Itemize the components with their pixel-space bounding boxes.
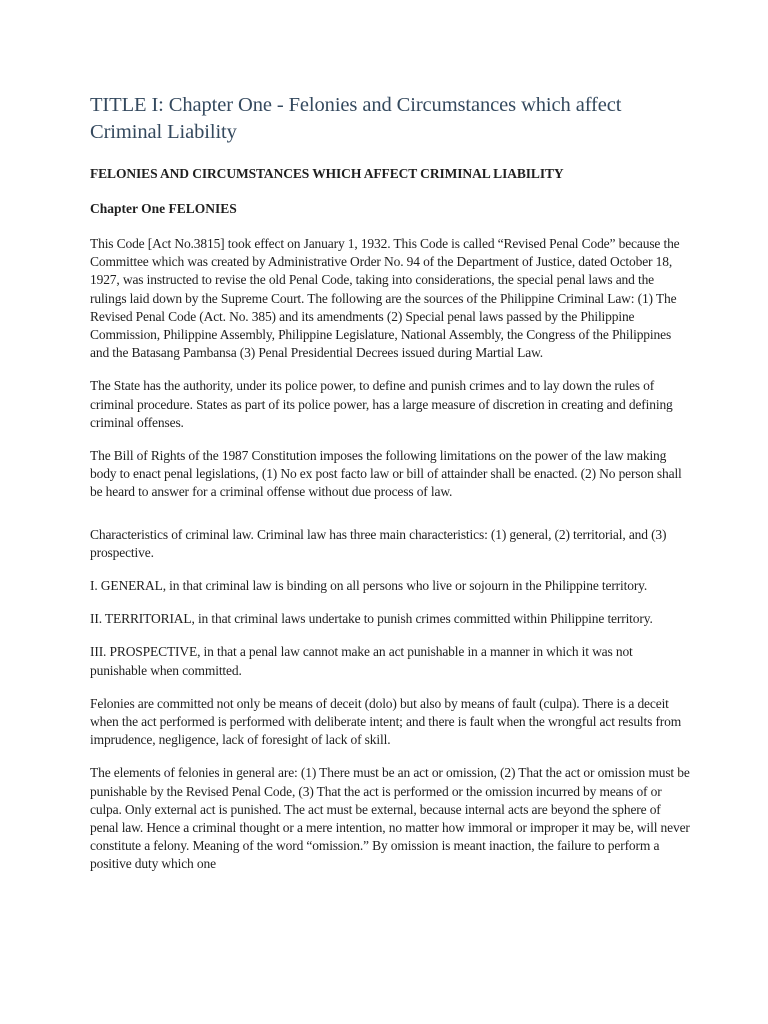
paragraph-code-history: This Code [Act No.3815] took effect on January 1, 1932. This Code is called “Revised Penal Code” because the Committee which was created by Administrative Order No. 94 of the Department of Justice, dated October 18, 1927, was instructed to revise the old Penal Code, taking into considerations, the special penal laws and the rulings laid down by the Supreme Court. The following are the sources of the Philippine Criminal Law: (1) The Revised Penal Code (Act. No. 385) and its amendments (2) Special penal laws passed by the Philippine Commission, Philippine Assembly, Philippine Legislature, National Assembly, the Congress of the Philippines and the Batasang Pambansa (3) Penal Presidential Decrees issued during Martial Law. <box>90 236 680 361</box>
section-heading: FELONIES AND CIRCUMSTANCES WHICH AFFECT CRIMINAL LIABILITY <box>90 166 564 181</box>
paragraph-elements-of-felonies: The elements of felonies in general are: (1) There must be an act or omission, (2) That the act or omission must be punishable by the Revised Penal Code, (3) That the act is performed or the omission incurred by means of or culpa. Only external act is punished. The act must be external, because internal acts are beyond the sphere of penal law. Hence a criminal thought or a mere intention, no matter how immoral or improper it may be, will never constitute a felony. Meaning of the word “omission.” By omission is meant inaction, the failure to perform a positive duty which one <box>90 765 690 872</box>
paragraph-bill-of-rights: The Bill of Rights of the 1987 Constitution imposes the following limitations on the power of the law making body to enact penal legislations, (1) No ex post facto law or bill of attainder shall be enacted. (2) No person shall be heard to answer for a criminal offense without due process of law. <box>90 448 682 500</box>
paragraph-territorial: II. TERRITORIAL, in that criminal laws undertake to punish crimes committed within Philippine territory. <box>90 611 653 627</box>
paragraph-state-authority: The State has the authority, under its police power, to define and punish crimes and to lay down the rules of criminal procedure. States as part of its police power, has a large measure of discretion in creating and defining criminal offenses. <box>90 378 673 430</box>
paragraph-prospective: III. PROSPECTIVE, in that a penal law cannot make an act punishable in a manner in which it was not punishable when committed. <box>90 644 633 678</box>
paragraph-general: I. GENERAL, in that criminal law is binding on all persons who live or sojourn in the Philippine territory. <box>90 578 648 594</box>
document-title: TITLE I: Chapter One - Felonies and Circumstances which affect Criminal Liability <box>90 94 622 143</box>
paragraph-characteristics: Characteristics of criminal law. Criminal law has three main characteristics: (1) general, (2) territorial, and (3) prospective. <box>90 526 667 560</box>
paragraph-felonies-means: Felonies are committed not only be means of deceit (dolo) but also by means of fault (culpa). There is a deceit when the act performed is performed with deliberate intent; and there is fault when the wrongful act results from imprudence, negligence, lack of foresight of lack of skill. <box>90 695 682 748</box>
chapter-heading: Chapter One FELONIES <box>90 201 237 216</box>
document-page <box>90 92 690 889</box>
